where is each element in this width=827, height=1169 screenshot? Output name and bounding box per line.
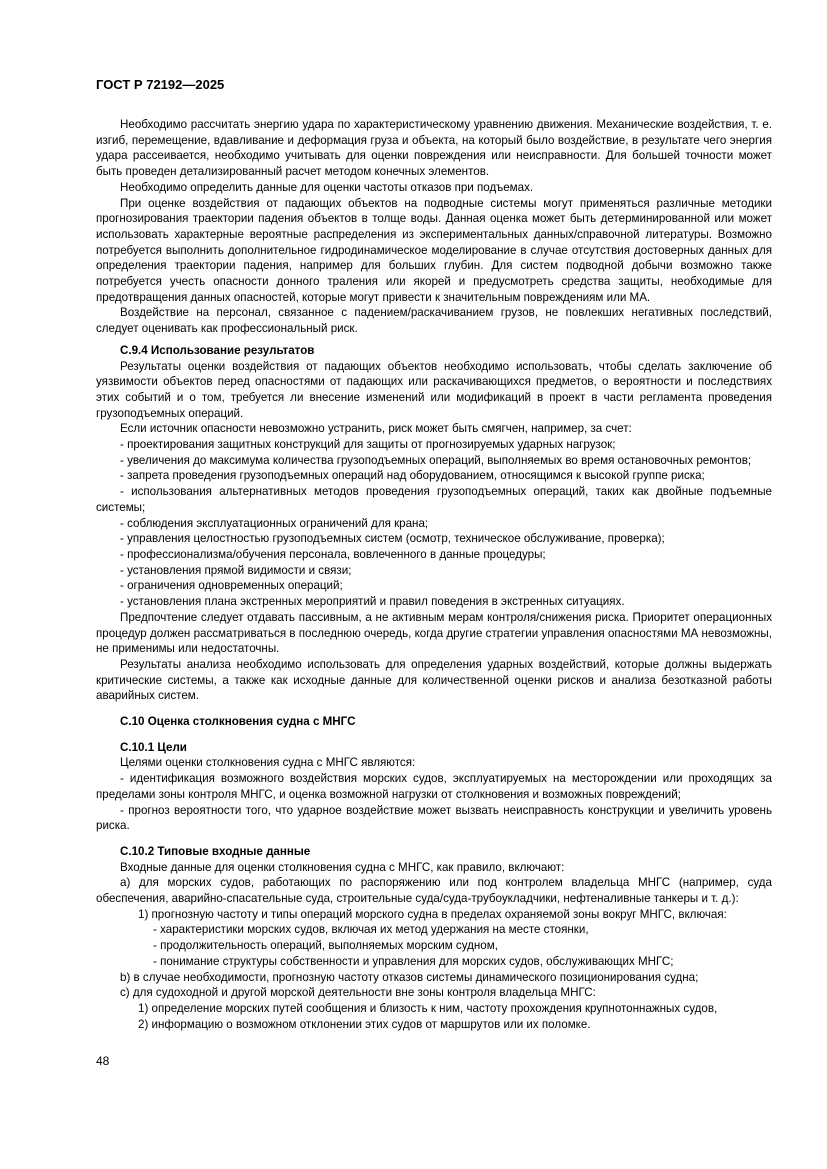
document-body: [96, 117, 772, 1032]
paragraph: Предпочтение следует отдавать пассивным, а не активным мерам контроля/снижения риска. Приоритет операционных процедур должен рассматриваться в последнюю очередь, когда другие стратегии управления опасностями МА невозможны, не применимы или недостаточны.: [96, 610, 772, 656]
list-item-a1: 1) прогнозную частоту и типы операций морского судна в пределах охраняемой зоны вокруг МНГС, включая:: [138, 907, 727, 921]
list-item: - идентификация возможного воздействия морских судов, эксплуатируемых на месторождении или проходящих за пределами зоны контроля МНГС, и оценка возможной нагрузки от столкновения и возможных повреждений;: [96, 772, 772, 801]
list-item: - проектирования защитных конструкций для защиты от прогнозируемых ударных нагрузок;: [120, 438, 616, 452]
document-header: ГОСТ Р 72192—2025: [96, 77, 225, 92]
paragraph: Необходимо рассчитать энергию удара по характеристическому уравнению движения. Механические воздействия, т. е. изгиб, перемещение, вдавливание и деформация груза и объекта, на который было воздействие, в результате чего энергия удара рассеивается, необходимо учитывать для оценки повреждения или неисправности. Для большей точности может быть проведен детализированный расчет методом конечных элементов.: [96, 118, 772, 179]
list-item-b: b) в случае необходимости, прогнозную частоту отказов системы динамического позиционирования судна;: [120, 970, 699, 984]
section-heading-c101: С.10.1 Цели: [120, 740, 187, 754]
list-item: - использования альтернативных методов проведения грузоподъемных операций, таких как двойные подъемные системы;: [96, 485, 772, 514]
list-item: - управления целостностью грузоподъемных систем (осмотр, техническое обслуживание, проверка);: [120, 532, 665, 546]
list-item: - профессионализма/обучения персонала, вовлеченного в данные процедуры;: [120, 547, 546, 561]
paragraph: Если источник опасности невозможно устранить, риск может быть смягчен, например, за счет:: [120, 422, 632, 436]
paragraph: При оценке воздействия от падающих объектов на подводные системы могут применяться различные методики прогнозирования траектории падения объектов в толще воды. Данная оценка может быть детерминированной или может использовать характерные вероятные распределения из экспериментальных данных/справочной литературы. Возможно потребуется выполнить дополнительное гидродинамическое моделирование в случае отсутствия достоверных данных для определения траектории падения, например для больших глубин. Для систем подводной добычи возможно также потребуется учесть опасности донного траления или якорей и предусмотреть средства защиты, необходимые для предотвращения данных опасностей, которые могут привести к значительным повреждениям или МА.: [96, 196, 772, 304]
page-number: 48: [96, 1054, 110, 1068]
paragraph: Входные данные для оценки столкновения судна с МНГС, как правило, включают:: [120, 860, 565, 874]
section-heading-c10: С.10 Оценка столкновения судна с МНГС: [120, 715, 356, 729]
list-item: - запрета проведения грузоподъемных операций над оборудованием, относящимся к высокой группе риска;: [120, 469, 705, 483]
list-item: - установления плана экстренных мероприятий и правил поведения в экстренных ситуациях.: [120, 595, 625, 609]
list-item-a: a) для морских судов, работающих по распоряжению или под контролем владельца МНГС (например, суда обеспечения, аварийно-спасательные суда, строительные суда/суда-трубоукладчики, нефтеналивные танкеры и т. д.):: [96, 876, 772, 906]
section-heading-c102: С.10.2 Типовые входные данные: [120, 844, 311, 858]
paragraph: Целями оценки столкновения судна с МНГС являются:: [120, 756, 416, 770]
paragraph: Результаты анализа необходимо использовать для определения ударных воздействий, которые должны выдержать критические системы, а также как исходные данные для количественной оценки рисков и анализа безотказной работы аварийных систем.: [96, 657, 772, 703]
list-item-c: c) для судоходной и другой морской деятельности вне зоны контроля владельца МНГС:: [120, 986, 596, 1000]
section-heading-c94: С.9.4 Использование результатов: [120, 343, 315, 357]
sub-list-item: - характеристики морских судов, включая их метод удержания на месте стоянки,: [153, 923, 589, 937]
paragraph: Необходимо определить данные для оценки частоты отказов при подъемах.: [120, 180, 534, 194]
sub-list-item: - понимание структуры собственности и управления для морских судов, обслуживающих МНГС;: [153, 954, 674, 968]
paragraph: Результаты оценки воздействия от падающих объектов необходимо использовать, чтобы сделать заключение об уязвимости объектов перед опасностями от падающих или раскачивающихся предметов, о вероятности и последствиях этих событий и о том, требуется ли внесение изменений или модификаций в проект в части регламента проведения грузоподъемных операций.: [96, 359, 772, 420]
list-item: - установления прямой видимости и связи;: [120, 563, 352, 577]
list-item: - прогноз вероятности того, что ударное воздействие может вызвать неисправность конструкции и увеличить уровень риска.: [96, 803, 772, 833]
paragraph: Воздействие на персонал, связанное с падением/раскачиванием грузов, не повлекших негативных последствий, следует оценивать как профессиональный риск.: [96, 306, 772, 336]
list-item: - ограничения одновременных операций;: [120, 579, 343, 593]
sub-list-item: 2) информацию о возможном отклонении этих судов от маршрутов или их поломке.: [138, 1017, 591, 1031]
sub-list-item: 1) определение морских путей сообщения и близость к ним, частоту прохождения крупнотоннажных судов,: [138, 1001, 718, 1015]
sub-list-item: - продолжительность операций, выполняемых морским судном,: [153, 939, 498, 953]
list-item: - увеличения до максимума количества грузоподъемных операций, выполняемых во время остановочных ремонтов;: [120, 453, 752, 467]
list-item: - соблюдения эксплуатационных ограничений для крана;: [120, 516, 429, 530]
